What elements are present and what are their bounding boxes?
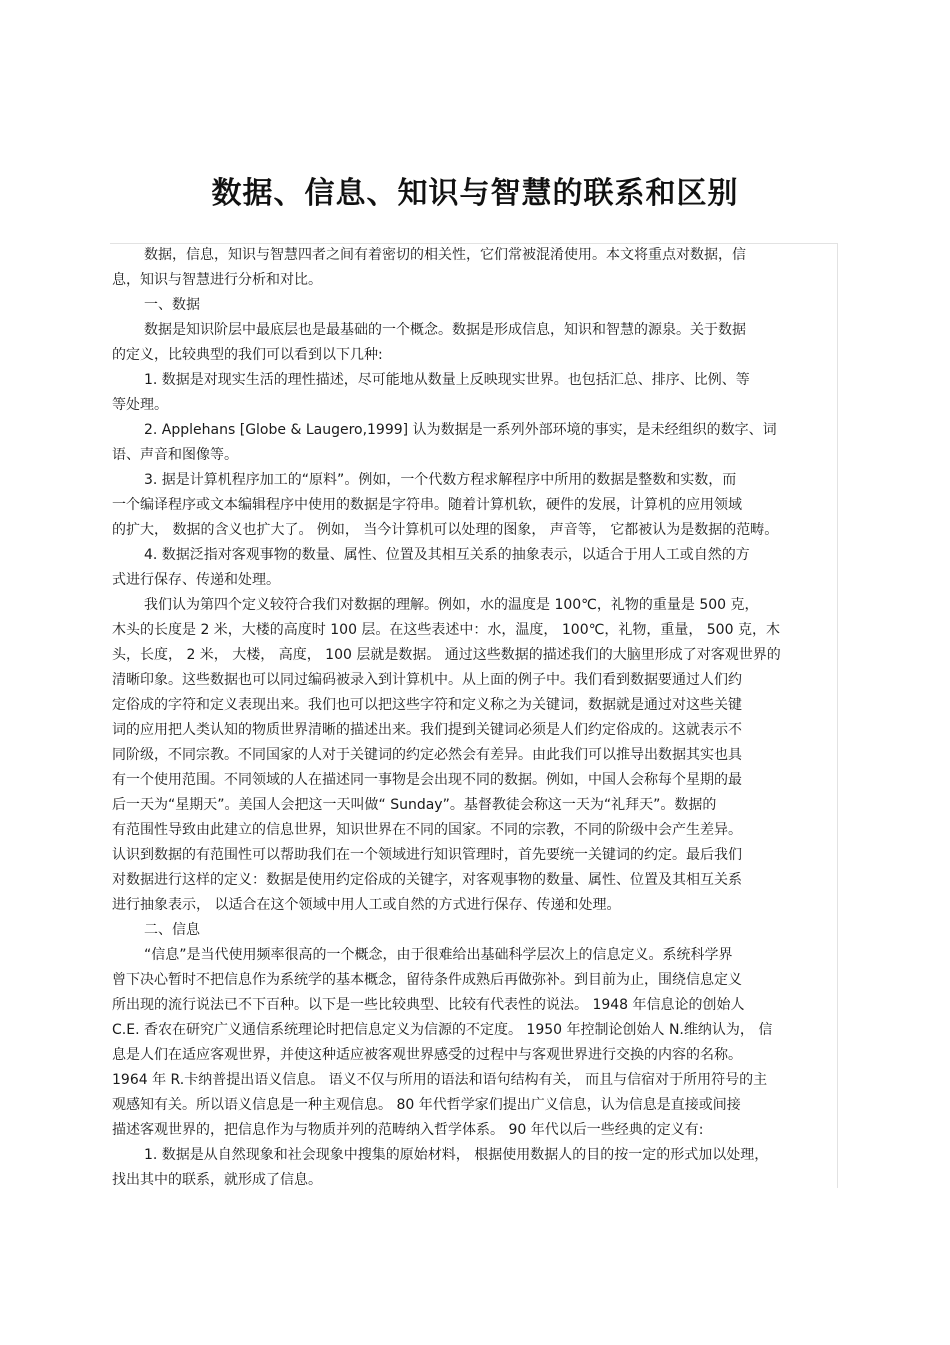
- text-line: 描述客观世界的，把信息作为与物质并列的范畴纳入哲学体系。 90 年代以后一些经典的定义有:: [112, 1122, 704, 1138]
- document-body: [112, 243, 836, 1193]
- text-line: 有范围性导致由此建立的信息世界，知识世界在不同的国家。不同的宗教，不同的阶级中会产生差异。: [112, 822, 742, 838]
- text-line: 头，长度， 2 米， 大楼， 高度， 100 层就是数据。 通过这些数据的描述我们的大脑里形成了对客观世界的: [112, 647, 781, 663]
- text-line: 1. 数据是从自然现象和社会现象中搜集的原始材料， 根据使用数据人的目的按一定的形式加以处理，: [144, 1147, 769, 1163]
- text-line: 观感知有关。所以语义信息是一种主观信息。 80 年代哲学家们提出广义信息，认为信息是直接或间接: [112, 1097, 741, 1113]
- text-line: 的扩大， 数据的含义也扩大了。 例如， 当今计算机可以处理的图象， 声音等， 它都被认为是数据的范畴。: [112, 522, 779, 538]
- text-line: 我们认为第四个定义较符合我们对数据的理解。例如，水的温度是 100℃，礼物的重量是 500 克，: [144, 597, 759, 613]
- text-line: 曾下决心暂时不把信息作为系统学的基本概念，留待条件成熟后再做弥补。到目前为止，围绕信息定义: [112, 972, 742, 988]
- text-line: 定俗成的字符和定义表现出来。我们也可以把这些字符和定义称之为关键词，数据就是通过对这些关键: [112, 697, 742, 713]
- text-line: 清晰印象。这些数据也可以同过编码被录入到计算机中。从上面的例子中。我们看到数据要通过人们约: [112, 672, 742, 688]
- text-line: 数据，信息，知识与智慧四者之间有着密切的相关性，它们常被混淆使用。本文将重点对数据，信: [144, 247, 746, 263]
- text-line: 3. 据是计算机程序加工的“原料”。例如，一个代数方程求解程序中所用的数据是整数和实数，而: [144, 472, 737, 488]
- text-line: 词的应用把人类认知的物质世界清晰的描述出来。我们提到关键词必须是人们约定俗成的。这就表示不: [112, 722, 742, 738]
- text-line: 认识到数据的有范围性可以帮助我们在一个领域进行知识管理时，首先要统一关键词的约定。最后我们: [112, 847, 742, 863]
- text-line: 同阶级，不同宗教。不同国家的人对于关键词的约定必然会有差异。由此我们可以推导出数据其实也具: [112, 747, 742, 763]
- text-line: 1. 数据是对现实生活的理性描述，尽可能地从数量上反映现实世界。也包括汇总、排序、比例、等: [144, 372, 750, 388]
- text-line: 对数据进行这样的定义：数据是使用约定俗成的关键字，对客观事物的数量、属性、位置及其相互关系: [112, 872, 742, 888]
- text-line: 式进行保存、传递和处理。: [112, 572, 280, 588]
- text-line: 的定义，比较典型的我们可以看到以下几种:: [112, 347, 383, 363]
- text-line: C.E. 香农在研究广义通信系统理论时把信息定义为信源的不定度。 1950 年控制论创始人 N.维纳认为， 信: [112, 1022, 773, 1038]
- text-line: 1964 年 R.卡纳普提出语义信息。 语义不仅与所用的语法和语句结构有关， 而且与信宿对于所用符号的主: [112, 1072, 768, 1088]
- text-line: “信息”是当代使用频率很高的一个概念，由于很难给出基础科学层次上的信息定义。系统科学界: [144, 947, 733, 963]
- text-line: 木头的长度是 2 米，大楼的高度时 100 层。在这些表述中：水，温度， 100℃，礼物，重量， 500 克，木: [112, 622, 780, 638]
- text-line: 息，知识与智慧进行分析和对比。: [112, 272, 322, 288]
- text-line: 一个编译程序或文本编辑程序中使用的数据是字符串。随着计算机软，硬件的发展，计算机的应用领域: [112, 497, 742, 513]
- text-line: 一、数据: [144, 297, 200, 313]
- page-title: 数据、信息、知识与智慧的联系和区别: [211, 176, 739, 211]
- text-line: 找出其中的联系，就形成了信息。: [112, 1172, 322, 1188]
- text-line: 2. Applehans [Globe & Laugero,1999] 认为数据是一系列外部环境的事实，是未经组织的数字、词: [144, 422, 777, 438]
- text-line: 语、声音和图像等。: [112, 447, 238, 463]
- text-line: 息是人们在适应客观世界，并使这种适应被客观世界感受的过程中与客观世界进行交换的内容的名称。: [112, 1047, 742, 1063]
- text-line: 等处理。: [112, 397, 168, 413]
- text-line: 数据是知识阶层中最底层也是最基础的一个概念。数据是形成信息，知识和智慧的源泉。关于数据: [144, 322, 746, 338]
- text-line: 进行抽象表示， 以适合在这个领域中用人工或自然的方式进行保存、传递和处理。: [112, 897, 621, 913]
- text-line: 后一天为“星期天”。美国人会把这一天叫做“ Sunday”。基督教徒会称这一天为“礼拜天”。数据的: [112, 797, 717, 813]
- text-line: 二、信息: [144, 922, 200, 938]
- text-line: 有一个使用范围。不同领域的人在描述同一事物是会出现不同的数据。例如，中国人会称每个星期的最: [112, 772, 742, 788]
- text-line: 4. 数据泛指对客观事物的数量、属性、位置及其相互关系的抽象表示，以适合于用人工或自然的方: [144, 547, 750, 563]
- text-line: 所出现的流行说法已不下百种。以下是一些比较典型、比较有代表性的说法。 1948 年信息论的创始人: [112, 997, 745, 1013]
